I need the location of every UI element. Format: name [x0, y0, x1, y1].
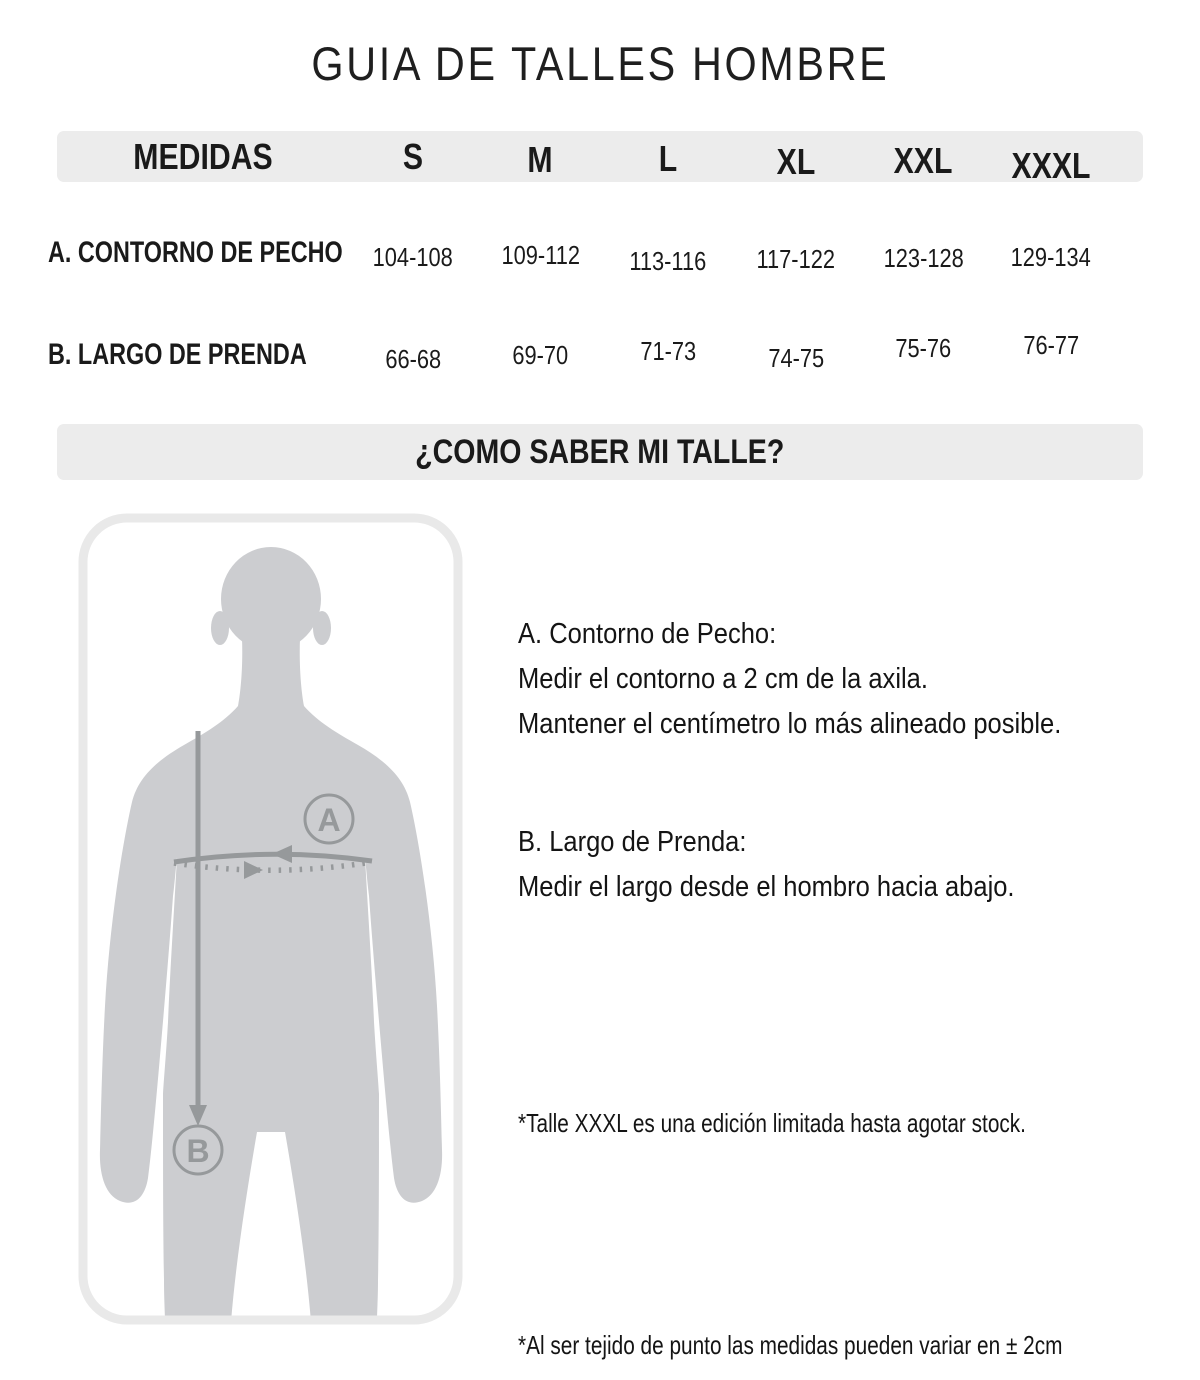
value-largo-s: 66-68: [384, 343, 441, 374]
instruction-a-heading: A. Contorno de Pecho:: [518, 618, 777, 650]
value-largo-xxl: 75-76: [895, 332, 952, 363]
body-silhouette: [100, 547, 442, 1322]
column-header-l: L: [658, 137, 678, 179]
row-label-contorno-de-pecho: A. CONTORNO DE PECHO: [48, 236, 343, 269]
column-header-s: S: [402, 135, 423, 177]
section-header-text: ¿COMO SABER MI TALLE?: [415, 432, 785, 471]
instruction-b-heading: B. Largo de Prenda:: [518, 826, 747, 858]
note-tolerance: *Al ser tejido de punto las medidas pueden variar en ± 2cm: [518, 1330, 1063, 1360]
column-header-m: M: [527, 138, 554, 180]
row-label-largo-de-prenda: B. LARGO DE PRENDA: [48, 338, 307, 371]
value-largo-m: 69-70: [512, 339, 569, 370]
page-title-text: GUIA DE TALLES HOMBRE: [311, 37, 889, 90]
head: [221, 547, 321, 651]
value-pecho-m: 109-112: [501, 239, 580, 270]
value-pecho-xl: 117-122: [756, 243, 836, 274]
column-header-xxxl: XXXL: [1011, 144, 1091, 186]
size-table-header-row: [57, 131, 1143, 186]
page-title: [0, 36, 1200, 91]
table-row-contorno-de-pecho: [48, 228, 1143, 278]
torso-arms-legs: [100, 638, 442, 1322]
column-header-medidas: MEDIDAS: [133, 135, 273, 177]
value-pecho-xxxl: 129-134: [1011, 241, 1092, 272]
value-largo-l: 71-73: [640, 335, 697, 366]
column-header-xl: XL: [776, 140, 816, 182]
instruction-b-line: Medir el largo desde el hombro hacia abajo.: [518, 871, 1015, 903]
note-limited-edition: *Talle XXXL es una edición limitada hasta agotar stock.: [518, 1108, 1026, 1138]
value-largo-xxxl: 76-77: [1023, 329, 1080, 360]
instruction-a-line: Mantener el centímetro lo más alineado posible.: [518, 708, 1062, 740]
value-largo-xl: 74-75: [767, 342, 824, 373]
section-header-como-saber-mi-talle: [57, 424, 1143, 480]
label-b-letter: B: [186, 1133, 210, 1169]
value-pecho-xxl: 123-128: [883, 242, 964, 273]
instruction-contorno-de-pecho: [518, 612, 1135, 747]
value-pecho-l: 113-116: [629, 245, 707, 276]
body-measurement-diagram: [60, 500, 500, 1380]
instruction-largo-de-prenda: [518, 820, 1082, 910]
table-row-largo-de-prenda: [48, 330, 1143, 380]
column-header-xxl: XXL: [894, 139, 953, 181]
label-a-letter: A: [317, 802, 341, 838]
value-pecho-s: 104-108: [372, 241, 453, 272]
instruction-a-line: Medir el contorno a 2 cm de la axila.: [518, 663, 928, 695]
